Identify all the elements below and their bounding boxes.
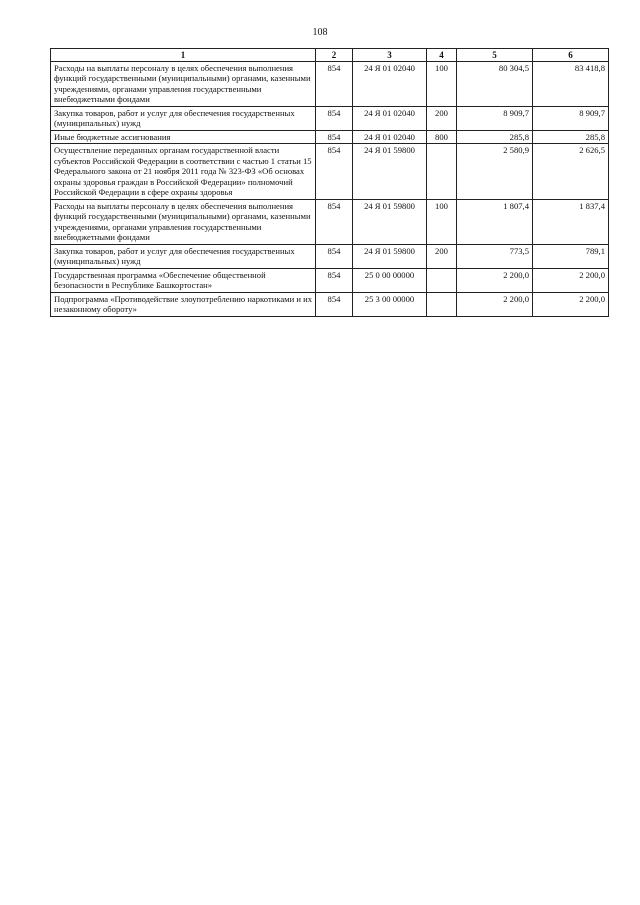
row-amount-6: 285,8 xyxy=(533,130,609,143)
row-target-article: 24 Я 01 59800 xyxy=(353,144,427,199)
row-department-code: 854 xyxy=(316,144,353,199)
row-amount-5: 2 200,0 xyxy=(457,292,533,316)
budget-table xyxy=(50,48,609,317)
row-department-code: 854 xyxy=(316,244,353,268)
row-department-code: 854 xyxy=(316,61,353,106)
row-name: Закупка товаров, работ и услуг для обеспечения государственных (муниципальных) нужд xyxy=(51,244,316,268)
row-department-code: 854 xyxy=(316,130,353,143)
row-expense-type: 200 xyxy=(427,244,457,268)
row-amount-5: 8 909,7 xyxy=(457,106,533,130)
row-amount-6: 2 200,0 xyxy=(533,292,609,316)
row-name: Осуществление переданных органам государственной власти субъектов Российской Федерации в соответствии с частью 1 статьи 15 Федерального закона от 21 ноября 2011 года № 323-ФЗ «Об основах охраны здоровья граждан в Российской Федерации» полномочий Российской Федерации в сфере охраны здоровья xyxy=(51,144,316,199)
row-expense-type: 100 xyxy=(427,61,457,106)
row-department-code: 854 xyxy=(316,268,353,292)
row-expense-type: 100 xyxy=(427,199,457,244)
row-department-code: 854 xyxy=(316,292,353,316)
row-amount-5: 285,8 xyxy=(457,130,533,143)
table-row xyxy=(51,144,609,199)
table-header xyxy=(51,49,609,62)
table-row xyxy=(51,61,609,106)
row-amount-5: 80 304,5 xyxy=(457,61,533,106)
row-name: Иные бюджетные ассигнования xyxy=(51,130,316,143)
table-row xyxy=(51,292,609,316)
row-amount-6: 2 626,5 xyxy=(533,144,609,199)
table-row xyxy=(51,130,609,143)
row-amount-6: 8 909,7 xyxy=(533,106,609,130)
table-row xyxy=(51,199,609,244)
row-name: Подпрограмма «Противодействие злоупотреблению наркотиками и их незаконному обороту» xyxy=(51,292,316,316)
row-department-code: 854 xyxy=(316,199,353,244)
row-target-article: 24 Я 01 59800 xyxy=(353,199,427,244)
row-name: Государственная программа «Обеспечение общественной безопасности в Республике Башкортостан» xyxy=(51,268,316,292)
header-col-3: 3 xyxy=(353,49,427,62)
row-amount-5: 2 200,0 xyxy=(457,268,533,292)
row-target-article: 24 Я 01 02040 xyxy=(353,130,427,143)
header-col-4: 4 xyxy=(427,49,457,62)
row-department-code: 854 xyxy=(316,106,353,130)
row-amount-6: 1 837,4 xyxy=(533,199,609,244)
row-target-article: 24 Я 01 02040 xyxy=(353,106,427,130)
table-row xyxy=(51,268,609,292)
row-name: Закупка товаров, работ и услуг для обеспечения государственных (муниципальных) нужд xyxy=(51,106,316,130)
row-name: Расходы на выплаты персоналу в целях обеспечения выполнения функций государственными (муниципальными) органами, казенными учреждениями, органами управления государственными внебюджетными фондами xyxy=(51,199,316,244)
row-amount-5: 2 580,9 xyxy=(457,144,533,199)
row-expense-type xyxy=(427,144,457,199)
page-number: 108 xyxy=(312,27,328,38)
table-row xyxy=(51,106,609,130)
header-col-1: 1 xyxy=(51,49,316,62)
row-target-article: 25 0 00 00000 xyxy=(353,268,427,292)
header-col-5: 5 xyxy=(457,49,533,62)
header-row xyxy=(51,49,609,62)
row-amount-6: 789,1 xyxy=(533,244,609,268)
row-amount-6: 83 418,8 xyxy=(533,61,609,106)
row-target-article: 24 Я 01 59800 xyxy=(353,244,427,268)
row-amount-5: 773,5 xyxy=(457,244,533,268)
row-amount-5: 1 807,4 xyxy=(457,199,533,244)
header-col-2: 2 xyxy=(316,49,353,62)
header-col-6: 6 xyxy=(533,49,609,62)
row-expense-type: 800 xyxy=(427,130,457,143)
row-target-article: 24 Я 01 02040 xyxy=(353,61,427,106)
row-amount-6: 2 200,0 xyxy=(533,268,609,292)
row-expense-type xyxy=(427,292,457,316)
table-body xyxy=(51,61,609,316)
row-target-article: 25 3 00 00000 xyxy=(353,292,427,316)
row-expense-type: 200 xyxy=(427,106,457,130)
row-expense-type xyxy=(427,268,457,292)
row-name: Расходы на выплаты персоналу в целях обеспечения выполнения функций государственными (муниципальными) органами, казенными учреждениями, органами управления государственными внебюджетными фондами xyxy=(51,61,316,106)
table-row xyxy=(51,244,609,268)
